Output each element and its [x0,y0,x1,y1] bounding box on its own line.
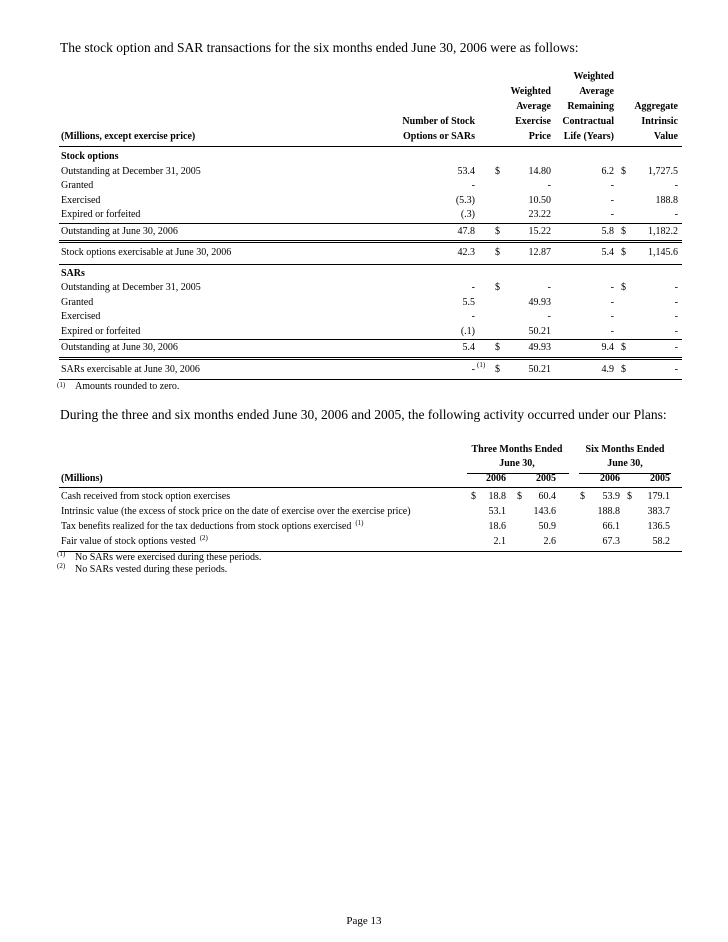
row-label: Outstanding at June 30, 2006 [61,342,178,353]
cell-number: 53.4 [457,165,475,177]
header-wap-line3: Exercise [515,116,551,127]
header-num-line1: Number of Stock [402,116,475,127]
stock-options-title-row [59,150,682,165]
table-row [59,194,682,209]
table2-footnote [59,564,682,576]
cell-value: 53.1 [488,506,506,517]
cell-remaining-life: 4.9 [601,363,614,375]
cell-value: 179.1 [647,491,670,502]
cell-value: 60.4 [538,491,556,502]
row-label-text: Tax benefits realized for the tax deductions from stock options exercised [61,521,352,532]
cell-intrinsic-value: 1,182.2 [648,225,678,237]
cell-value: 2.6 [543,536,556,547]
cell-number: 42.3 [457,247,475,258]
cell-dollar: $ [517,491,522,502]
table-row [59,179,682,194]
header-year-4: 2005 [650,473,670,484]
cell-intrinsic-value: - [674,209,678,220]
header-year-3: 2006 [600,473,620,484]
footnote-text: Amounts rounded to zero. [75,381,180,392]
intro-paragraph-1: The stock option and SAR transactions for the six months ended June 30, 2006 were as follows: [60,40,579,55]
cell-dollar: $ [495,225,500,237]
row-label: Granted [61,296,94,308]
cell-dollar: $ [621,165,626,177]
table-row [59,296,682,311]
cell-number: (.3) [460,209,475,220]
row-label: Exercised [61,311,101,322]
cell-number: 5.4 [462,342,475,353]
table-row [59,165,682,180]
cell-intrinsic-value: - [674,296,678,308]
cell-exercise-price: - [547,282,551,293]
cell-remaining-life: 6.2 [601,165,614,177]
cell-value: 18.6 [488,521,506,532]
cell-intrinsic-value: - [674,311,678,322]
intro-paragraph-2: During the three and six months ended June 30, 2006 and 2005, the following activity occurred under our Plans: [60,407,667,422]
footnote-ref: (1) [355,518,364,527]
header-millions: (Millions) [61,473,103,484]
row-label: Expired or forfeited [61,325,141,337]
header-six-months-1: Six Months Ended [585,444,665,455]
cell-exercise-price: 10.50 [528,194,551,206]
cell-number: - [471,311,475,322]
row-label [61,505,411,519]
header-agg-line2: Intrinsic [641,116,678,127]
cell-value: 66.1 [602,521,620,532]
cell-remaining-life: - [610,296,614,308]
header-three-months-1: Three Months Ended [471,444,563,455]
cell-value: 50.9 [538,521,556,532]
header-rem-line4: Contractual [562,116,614,127]
footnote-ref: (1) [477,360,486,369]
cell-dollar: $ [621,225,626,237]
table-row [59,325,682,340]
cell-intrinsic-value: 1,145.6 [648,247,678,258]
cell-dollar: $ [495,363,500,375]
cell-number: 5.5 [462,296,475,308]
table1-footnote: (1) Amounts rounded to zero. [57,381,180,392]
cell-remaining-life: - [610,311,614,322]
cell-value: 188.8 [597,506,620,517]
cell-exercise-price: 49.93 [528,342,551,353]
cell-exercise-price: 50.21 [528,325,551,337]
table-row [59,225,682,240]
cell-dollar: $ [495,165,500,177]
cell-remaining-life: 5.8 [601,225,614,237]
cell-exercise-price: 50.21 [528,363,551,375]
cell-remaining-life: - [610,209,614,220]
header-label: (Millions, except exercise price) [61,131,196,142]
header-rem-line1: Weighted [573,71,614,82]
table-row [59,505,682,520]
footnote-mark: (2) [57,562,66,570]
cell-intrinsic-value: - [674,325,678,337]
cell-dollar: $ [580,491,585,502]
row-label: Outstanding at December 31, 2005 [61,165,201,177]
cell-remaining-life: 5.4 [601,247,614,258]
cell-remaining-life: - [610,282,614,293]
cell-dollar: $ [621,247,626,258]
cell-value: 383.7 [647,506,670,517]
header-year-2: 2005 [536,473,556,484]
cell-value: 143.6 [533,506,556,517]
cell-exercise-price: - [547,311,551,322]
table-row [59,535,682,550]
row-label: Stock options exercisable at June 30, 2006 [61,247,232,258]
cell-value: 18.8 [488,491,506,502]
table-row [59,490,682,505]
header-rem-line2: Average [579,86,614,97]
table-row [59,208,682,223]
row-label-text: Cash received from stock option exercises [61,491,231,502]
cell-exercise-price: 15.22 [528,225,551,237]
cell-dollar: $ [471,491,476,502]
header-year-1: 2006 [486,473,506,484]
header-wap-line2: Average [516,101,551,112]
cell-number: - [471,180,475,191]
cell-number: - [471,363,475,375]
cell-remaining-life: - [610,325,614,337]
cell-value: 2.1 [493,536,506,547]
cell-intrinsic-value: - [674,282,678,293]
cell-remaining-life: 9.4 [601,342,614,353]
cell-remaining-life: - [610,194,614,206]
cell-value: 53.9 [602,491,620,502]
header-wap-line1: Weighted [510,86,551,97]
row-label [61,535,208,549]
row-label-text: Fair value of stock options vested [61,536,196,547]
table-row [59,360,682,378]
cell-number: 47.8 [457,225,475,237]
cell-dollar: $ [621,342,626,353]
table-row [59,520,682,535]
cell-dollar: $ [627,491,632,502]
cell-exercise-price: 12.87 [528,247,551,258]
cell-intrinsic-value: - [674,342,678,353]
table-row [59,341,682,356]
row-label-text: Intrinsic value (the excess of stock price on the date of exercise over the exercise price) [61,506,411,517]
row-label: Outstanding at December 31, 2005 [61,282,201,293]
cell-intrinsic-value: 188.8 [655,194,678,206]
cell-number: - [471,282,475,293]
plan-activity-table [59,440,682,576]
header-num-line2: Options or SARs [402,131,475,142]
table-row [59,310,682,325]
header-six-months-2: June 30, [607,458,643,469]
cell-value: 136.5 [647,521,670,532]
header-agg-line1: Aggregate [634,101,678,112]
footnote-text: No SARs vested during these periods. [75,564,228,575]
header-three-months-2: June 30, [499,458,535,469]
row-label: Exercised [61,194,101,206]
table2-footnote [59,552,682,564]
cell-dollar: $ [495,342,500,353]
cell-exercise-price: 14.80 [528,165,551,177]
cell-dollar: $ [621,363,626,375]
cell-intrinsic-value: - [674,180,678,191]
stock-option-sar-table [59,70,682,395]
cell-value: 67.3 [602,536,620,547]
row-label: SARs exercisable at June 30, 2006 [61,363,200,375]
row-label: Granted [61,180,94,191]
table-row [59,281,682,296]
header-wap-line4: Price [528,131,551,142]
row-label [61,490,230,504]
cell-number: (5.3) [455,194,475,206]
cell-intrinsic-value: - [674,363,678,375]
header-agg-line3: Value [653,131,678,142]
section-title: Stock options [61,151,119,162]
section-title: SARs [61,267,85,279]
cell-intrinsic-value: 1,727.5 [648,165,678,177]
cell-dollar: $ [495,247,500,258]
header-rem-line5: Life (Years) [563,131,614,142]
header-rem-line3: Remaining [567,101,614,112]
cell-remaining-life: - [610,180,614,191]
row-label: Expired or forfeited [61,209,141,220]
footnote-ref: (2) [199,533,208,542]
cell-number: (.1) [460,325,475,337]
cell-dollar: $ [621,282,626,293]
cell-value: 58.2 [652,536,670,547]
cell-dollar: $ [495,282,500,293]
cell-exercise-price: - [547,180,551,191]
cell-exercise-price: 49.93 [528,296,551,308]
row-label [61,520,363,534]
footnote-mark: (1) [57,550,66,558]
table-row [59,246,682,261]
page-number: Page 13 [346,915,382,927]
row-label: Outstanding at June 30, 2006 [61,225,178,237]
footnote-text: No SARs were exercised during these periods. [75,552,262,563]
cell-exercise-price: 23.22 [528,209,551,220]
sars-title-row [59,267,682,282]
